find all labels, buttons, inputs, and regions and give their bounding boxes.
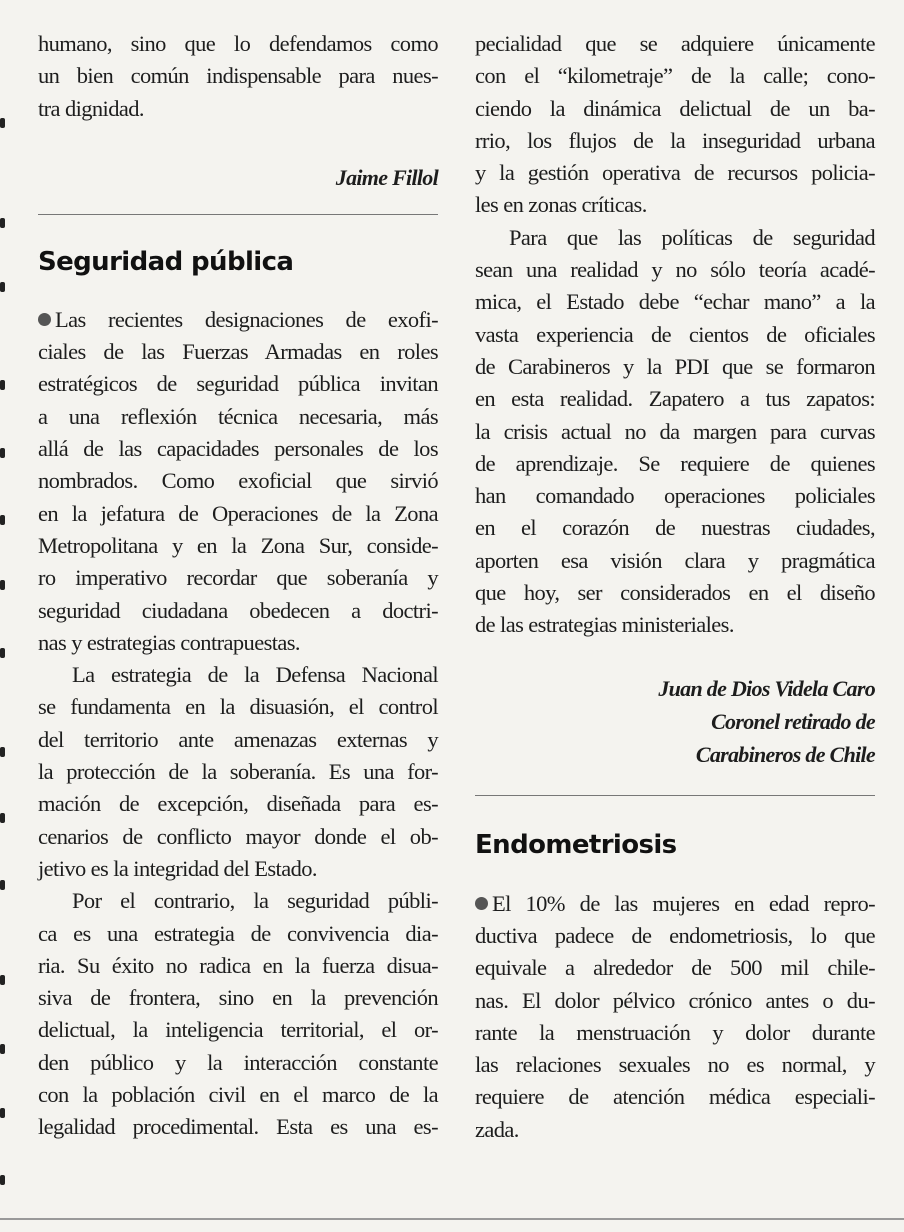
letter-endometriosis	[475, 888, 875, 1146]
text-line: seguridad ciudadana obedecen a doctri-	[38, 597, 438, 623]
letter-jaime-ending	[38, 28, 438, 125]
text-line: en la jefatura de Operaciones de la Zona	[38, 500, 438, 526]
text-line: en el corazón de nuestras ciudades,	[475, 515, 875, 541]
text-line: un bien común indispensable para nues-	[38, 63, 438, 89]
text-line: cenarios de conflicto mayor donde el ob-	[38, 823, 438, 849]
heading-endometriosis: Endometriosis	[475, 829, 677, 860]
text-line: rante la menstruación y dolor durante	[475, 1019, 875, 1045]
signature-title: Coronel retirado de	[711, 708, 875, 734]
signature-institution: Carabineros de Chile	[695, 741, 875, 767]
letter-seguridad-publica	[38, 304, 438, 1144]
text-line: legalidad procedimental. Esta es una es-	[38, 1114, 438, 1140]
text-line: Para que las políticas de seguridad	[509, 224, 875, 250]
heading-seguridad-publica: Seguridad pública	[38, 246, 294, 277]
text-line: humano, sino que lo defendamos como	[38, 31, 438, 56]
text-line: las relaciones sexuales no es normal, y	[475, 1052, 875, 1078]
text-line: allá de las capacidades personales de los	[38, 436, 438, 462]
bullet-icon	[475, 897, 488, 910]
text-line: la protección de la soberanía. Es una for-	[38, 759, 438, 785]
text-line: pecialidad que se adquiere únicamente	[475, 31, 875, 56]
text-line: El 10% de las mujeres en edad repro-	[475, 888, 875, 920]
text-line: delictual, la inteligencia territorial, el or-	[38, 1017, 438, 1043]
text-line: zada.	[475, 1116, 519, 1142]
text-line: ro imperativo recordar que soberanía y	[38, 565, 438, 591]
text-line: Por el contrario, la seguridad públi-	[72, 888, 438, 914]
text-line: estratégicos de seguridad pública invitan	[38, 371, 438, 397]
text-line: la crisis actual no da margen para curvas	[475, 418, 875, 444]
letter-seguridad-continuation	[475, 28, 875, 642]
text-line: La estrategia de la Defensa Nacional	[72, 662, 438, 688]
text-line: requiere de atención médica especiali-	[475, 1084, 875, 1110]
text-line: ciales de las Fuerzas Armadas en roles	[38, 339, 438, 365]
text-line: jetivo es la integridad del Estado.	[38, 855, 317, 881]
text-line: rrio, los flujos de la inseguridad urbana	[475, 127, 875, 153]
text-line: ciendo la dinámica delictual de un ba-	[475, 95, 875, 121]
text-line: aporten esa visión clara y pragmática	[475, 547, 875, 573]
text-line: de Carabineros y la PDI que se formaron	[475, 353, 875, 379]
text-line: mica, el Estado debe “echar mano” a la	[475, 289, 875, 315]
text-line: que hoy, ser considerados en el diseño	[475, 580, 875, 606]
text-line: con la población civil en el marco de la	[38, 1082, 438, 1108]
text-line: vasta experiencia de cientos de oficiales	[475, 321, 875, 347]
left-margin-cropped-text	[0, 0, 8, 1232]
text-line: del territorio ante amenazas externas y	[38, 726, 438, 752]
page-bottom-edge	[0, 1218, 904, 1220]
text-line: Metropolitana y en la Zona Sur, conside-	[38, 532, 438, 558]
signature-juan-de-dios	[475, 672, 875, 771]
text-line: de aprendizaje. Se requiere de quienes	[475, 450, 875, 476]
left-column	[38, 28, 438, 1144]
text-line: se fundamenta en la disuasión, el control	[38, 694, 438, 720]
text-line: con el “kilometraje” de la calle; cono-	[475, 63, 875, 89]
text-line: ria. Su éxito no radica en la fuerza disua-	[38, 952, 438, 978]
signature-jaime-fillol: Jaime Fillol	[335, 164, 438, 190]
text-line: de las estrategias ministeriales.	[475, 612, 734, 638]
text-line: mación de excepción, diseñada para es-	[38, 791, 438, 817]
text-line: nas y estrategias contrapuestas.	[38, 629, 300, 655]
text-line: nombrados. Como exoficial que sirvió	[38, 468, 438, 494]
text-line: nas. El dolor pélvico crónico antes o du-	[475, 987, 875, 1013]
text-line: y la gestión operativa de recursos policia-	[475, 160, 875, 186]
text-line: siva de frontera, sino en la prevención	[38, 985, 438, 1011]
right-column	[475, 28, 875, 1146]
text-line: en esta realidad. Zapatero a tus zapatos:	[475, 386, 875, 412]
text-line: a una reflexión técnica necesaria, más	[38, 403, 438, 429]
text-line: sean una realidad y no sólo teoría acadé-	[475, 257, 875, 283]
text-line: den público y la interacción constante	[38, 1049, 438, 1075]
text-line: ca es una estrategia de convivencia dia-	[38, 920, 438, 946]
text-line: Las recientes designaciones de exofi-	[38, 304, 438, 336]
text-line: ductiva padece de endometriosis, lo que	[475, 922, 875, 948]
signature-name: Juan de Dios Videla Caro	[658, 675, 875, 701]
bullet-icon	[38, 313, 51, 326]
text-line: han comandado operaciones policiales	[475, 483, 875, 509]
text-line: tra dignidad.	[38, 95, 144, 121]
text-line: equivale a alrededor de 500 mil chile-	[475, 955, 875, 981]
text-line: les en zonas críticas.	[475, 192, 647, 218]
